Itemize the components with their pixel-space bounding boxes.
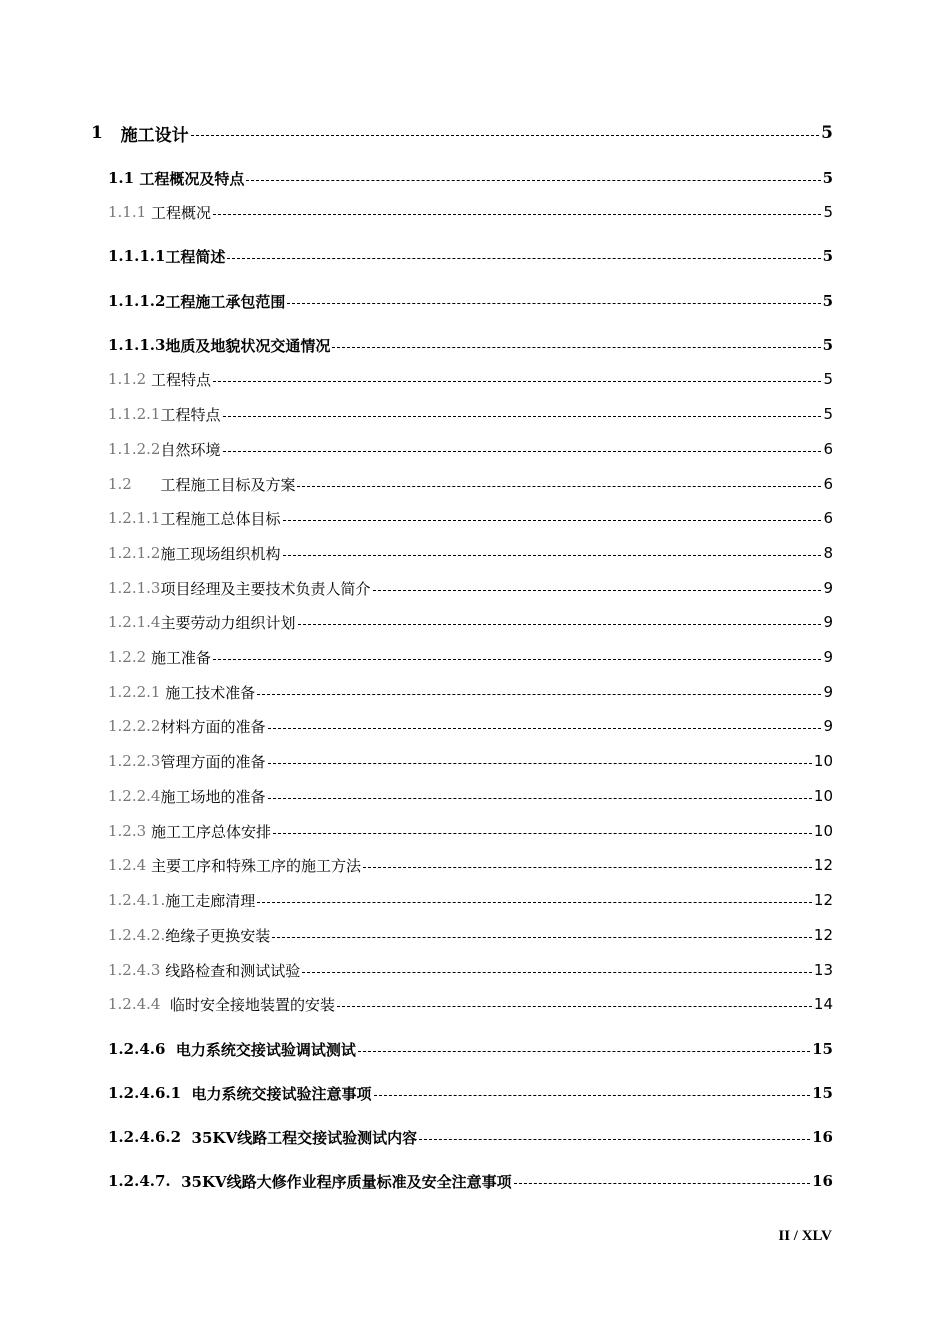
toc-link[interactable] [108, 888, 833, 912]
toc-link[interactable] [108, 333, 833, 357]
toc-link[interactable] [108, 714, 833, 738]
toc-title: 工程概况 [150, 203, 211, 222]
toc-number: 1.2.4.7. [108, 1172, 182, 1190]
toc-title: 线路检查和测试试验 [165, 961, 301, 980]
toc-number: 1.2.2.3 [108, 752, 161, 770]
toc-leader [213, 213, 822, 215]
toc-link[interactable] [108, 472, 833, 496]
toc-row [0, 958, 950, 982]
toc-link[interactable] [108, 1037, 833, 1061]
toc-link[interactable] [108, 506, 833, 530]
toc-page-number: 5 [823, 370, 833, 388]
toc-link[interactable] [108, 200, 833, 224]
toc-row [0, 853, 950, 877]
toc-page-number: 12 [813, 926, 833, 944]
toc-link[interactable] [108, 437, 833, 461]
toc-leader [191, 134, 820, 136]
toc-page-number: 10 [813, 787, 833, 805]
toc-leader [332, 346, 820, 348]
toc-page-number: 9 [823, 717, 833, 735]
toc-number: 1.1.1.1 [108, 247, 166, 265]
toc-link[interactable] [108, 1125, 833, 1149]
toc-link[interactable] [108, 749, 833, 773]
toc-link[interactable] [108, 923, 833, 947]
toc-number: 1.2.4.2. [108, 926, 166, 944]
toc-number: 1.1.1 [108, 203, 151, 221]
toc-page-number: 9 [823, 683, 833, 701]
toc-link[interactable] [91, 121, 833, 145]
toc-page-number: 6 [823, 440, 833, 458]
toc-row [0, 819, 950, 843]
toc-page-number: 5 [822, 169, 833, 187]
toc-row [0, 437, 950, 461]
toc-link[interactable] [108, 784, 833, 808]
toc-title: 施工工序总体安排 [150, 822, 271, 841]
toc-title: 工程施工总体目标 [160, 509, 281, 528]
toc-page-number: 5 [821, 123, 833, 143]
toc-leader [337, 1005, 812, 1007]
toc-number: 1.2.1.4 [108, 613, 161, 631]
toc-page-number: 5 [823, 203, 833, 221]
toc-page-number: 15 [812, 1084, 833, 1102]
toc-row [0, 610, 950, 634]
toc-link[interactable] [108, 1169, 833, 1193]
toc-page-number: 10 [813, 752, 833, 770]
toc-page-number: 14 [813, 995, 833, 1013]
toc-leader [363, 866, 812, 868]
toc-title: 电力系统交接试验注意事项 [191, 1084, 372, 1103]
toc-number: 1.2.2.2 [108, 717, 161, 735]
toc-leader [257, 901, 812, 903]
toc-title: 电力系统交接试验调试测试 [175, 1040, 356, 1059]
toc-leader [257, 693, 821, 695]
toc-number: 1.1.1.3 [108, 336, 166, 354]
toc-title: 地质及地貌状况交通情况 [165, 336, 331, 355]
toc-row [0, 244, 950, 268]
toc-link[interactable] [108, 819, 833, 843]
toc-title: 35KV线路大修作业程序质量标准及安全注意事项 [181, 1172, 512, 1191]
toc-number: 1.2.4 [108, 856, 151, 874]
toc-link[interactable] [108, 610, 833, 634]
toc-title: 工程概况及特点 [139, 169, 245, 188]
toc-page-number: 5 [822, 336, 833, 354]
toc-number: 1.2.4.4 [108, 995, 171, 1013]
toc-link[interactable] [108, 402, 833, 426]
toc-page-number: 8 [823, 544, 833, 562]
toc-link[interactable] [108, 992, 833, 1016]
toc-link[interactable] [108, 853, 833, 877]
toc-row [0, 992, 950, 1016]
toc-page-number: 15 [812, 1040, 833, 1058]
toc-title: 工程施工承包范围 [165, 292, 286, 311]
toc-number: 1.2.4.6.1 [108, 1084, 192, 1102]
toc-number: 1.2.2.4 [108, 787, 161, 805]
toc-leader [287, 302, 820, 304]
toc-leader [213, 380, 822, 382]
toc-row [0, 576, 950, 600]
toc-number: 1.2.1.3 [108, 579, 161, 597]
toc-leader [297, 485, 821, 487]
toc-number: 1.2.4.3 [108, 961, 166, 979]
toc-leader [374, 1094, 811, 1096]
toc-row [0, 1037, 950, 1061]
toc-title: 工程施工目标及方案 [160, 475, 296, 494]
toc-page-number: 5 [822, 292, 833, 310]
toc-title: 自然环境 [160, 440, 221, 459]
toc-number: 1 [91, 123, 121, 143]
toc-row [0, 289, 950, 313]
toc-title: 施工技术准备 [165, 683, 256, 702]
toc-page-number: 16 [812, 1172, 833, 1190]
toc-title: 管理方面的准备 [160, 752, 266, 771]
toc-title: 施工准备 [150, 648, 211, 667]
toc-row [0, 1081, 950, 1105]
toc-row [0, 645, 950, 669]
toc-leader [227, 257, 820, 259]
toc-leader [514, 1182, 810, 1184]
toc-page-number: 5 [822, 247, 833, 265]
toc-leader [223, 450, 822, 452]
toc-page-number: 5 [823, 405, 833, 423]
toc-row [0, 923, 950, 947]
toc-title: 35KV线路工程交接试验测试内容 [191, 1128, 418, 1147]
toc-number: 1.1.1.2 [108, 292, 166, 310]
toc-row [0, 749, 950, 773]
toc-page-number: 12 [813, 891, 833, 909]
toc-leader [273, 832, 812, 834]
toc-link[interactable] [108, 958, 833, 982]
toc-row [0, 714, 950, 738]
toc-page-number: 10 [813, 822, 833, 840]
page-number-footer: II / XLV [778, 1228, 832, 1244]
toc-page-number: 9 [823, 579, 833, 597]
toc-number: 1.2.4.1. [108, 891, 166, 909]
toc-title: 工程简述 [165, 247, 226, 266]
toc-leader [373, 589, 822, 591]
toc-page-number: 9 [823, 613, 833, 631]
toc-row [0, 200, 950, 224]
toc-leader [283, 519, 822, 521]
toc-title: 材料方面的准备 [160, 717, 266, 736]
toc-row [0, 888, 950, 912]
toc-title: 绝缘子更换安装 [165, 926, 271, 945]
toc-leader [268, 762, 812, 764]
toc-leader [283, 554, 822, 556]
toc-number: 1.1.2 [108, 370, 151, 388]
toc-number: 1.2.1.1 [108, 509, 161, 527]
toc-row [0, 472, 950, 496]
toc-row [0, 367, 950, 391]
toc-number: 1.2.4.6.2 [108, 1128, 192, 1146]
toc-row [0, 506, 950, 530]
toc-title: 工程特点 [160, 405, 221, 424]
toc-title: 施工设计 [120, 125, 189, 146]
toc-leader [213, 658, 822, 660]
toc-row [0, 1169, 950, 1193]
toc-number: 1.2.4.6 [108, 1040, 176, 1058]
toc-number: 1.1 [108, 169, 140, 187]
toc-row [0, 784, 950, 808]
toc-title: 临时安全接地装置的安装 [170, 995, 336, 1014]
toc-link[interactable] [108, 166, 833, 190]
toc-page-number: 16 [812, 1128, 833, 1146]
toc-number: 1.1.2.1 [108, 405, 161, 423]
toc-page-number: 6 [823, 509, 833, 527]
toc-page-number: 13 [813, 961, 833, 979]
toc-title: 项目经理及主要技术负责人简介 [160, 579, 371, 598]
toc-number: 1.1.2.2 [108, 440, 161, 458]
toc-title: 施工场地的准备 [160, 787, 266, 806]
toc-title: 施工现场组织机构 [160, 544, 281, 563]
toc-row [0, 680, 950, 704]
toc-row [0, 121, 950, 145]
toc-leader [272, 936, 812, 938]
toc-number: 1.2.2 [108, 648, 151, 666]
toc-leader [268, 797, 812, 799]
toc-page-number: 6 [823, 475, 833, 493]
toc-page-number: 9 [823, 648, 833, 666]
toc-leader [358, 1050, 810, 1052]
toc-leader [298, 623, 822, 625]
toc-leader [223, 415, 822, 417]
toc-number: 1.2.3 [108, 822, 151, 840]
toc-row [0, 333, 950, 357]
toc-row [0, 1125, 950, 1149]
toc-row [0, 541, 950, 565]
toc-row [0, 402, 950, 426]
toc-link[interactable] [108, 645, 833, 669]
toc-link[interactable] [108, 1081, 833, 1105]
toc-leader [302, 971, 812, 973]
toc-leader [246, 179, 820, 181]
toc-link[interactable] [108, 680, 833, 704]
toc-page-number: 12 [813, 856, 833, 874]
toc-link[interactable] [108, 576, 833, 600]
toc-title: 施工走廊清理 [165, 891, 256, 910]
toc-number: 1.2.1.2 [108, 544, 161, 562]
toc-link[interactable] [108, 289, 833, 313]
toc-number: 1.2.2.1 [108, 683, 166, 701]
toc-title: 主要工序和特殊工序的施工方法 [150, 856, 361, 875]
toc-link[interactable] [108, 541, 833, 565]
toc-title: 主要劳动力组织计划 [160, 613, 296, 632]
toc-link[interactable] [108, 367, 833, 391]
toc-title: 工程特点 [150, 370, 211, 389]
toc-number: 1.2 [108, 475, 161, 493]
toc-leader [268, 727, 822, 729]
toc-leader [419, 1138, 810, 1140]
toc-link[interactable] [108, 244, 833, 268]
toc-row [0, 166, 950, 190]
